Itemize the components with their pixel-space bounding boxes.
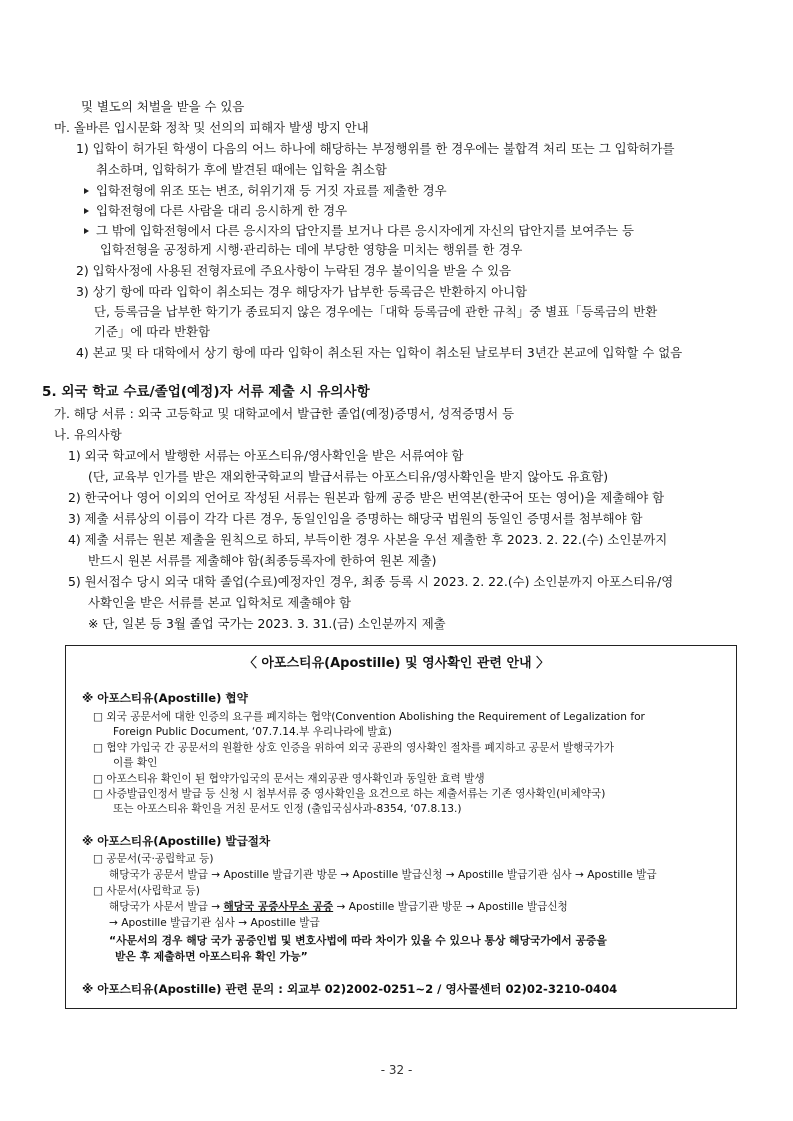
box-section-title: ※ 아포스티유(Apostille) 협약	[82, 691, 248, 705]
list-item-1: 1) 외국 학교에서 발행한 서류는 아포스티유/영사확인을 받은 서류여야 함	[68, 448, 464, 463]
bullet-text: 입학전형에 위조 또는 변조, 허위기재 등 거짓 자료를 제출한 경우	[96, 183, 447, 198]
box-item: □ 공문서(국·공립학교 등)	[93, 853, 214, 865]
box-note: “사문서의 경우 해당 국가 공증인법 및 변호사법에 따라 차이가 있을 수 있으나 통상 해당국가에서 공증을	[109, 934, 607, 947]
note-line: ※ 단, 일본 등 3월 졸업 국가는 2023. 3. 31.(금) 소인분까지 제출	[88, 616, 446, 631]
box-item-cont: Foreign Public Document, ‘07.7.14.부 우리나라에 발효)	[113, 726, 392, 738]
box-item: □ 사문서(사립학교 등)	[93, 885, 200, 897]
section-heading-ga: 가. 해당 서류 : 외국 고등학교 및 대학교에서 발급한 졸업(예정)증명서, 성적증명서 등	[54, 406, 515, 421]
box-item: □ 외국 공문서에 대한 인증의 요구를 폐지하는 협약(Convention Abolishing the Requirement of Legalization for	[93, 711, 645, 723]
box-title: 〈 아포스티유(Apostille) 및 영사확인 관련 안내 〉	[243, 656, 550, 671]
list-item-2: 2) 입학사정에 사용된 전형자료에 주요사항이 누락된 경우 불이익을 받을 수 있음	[76, 263, 512, 278]
box-item-cont: 또는 아포스티유 확인을 거친 문서도 인정 (출입국심사과-8354, ‘07.8.13.)	[113, 803, 462, 815]
text-line: 및 별도의 처벌을 받을 수 있음	[81, 99, 245, 114]
text-line: 기준」에 따라 반환함	[94, 324, 211, 339]
text-line: 취소하며, 입학허가 후에 발견된 때에는 입학을 취소함	[96, 162, 387, 177]
list-item-3: 3) 상기 항에 따라 입학이 취소되는 경우 해당자가 납부한 등록금은 반환하지 아니함	[76, 284, 528, 299]
box-item: □ 아포스티유 확인이 된 협약가입국의 문서는 재외공관 영사확인과 동일한 효력 발생	[93, 773, 485, 785]
text-line: 반드시 원본 서류를 제출해야 함(최종등록자에 한하여 원본 제출)	[88, 553, 437, 568]
box-item: □ 협약 가입국 간 공문서의 원활한 상호 인증을 위하여 외국 공관의 영사확인 절차를 폐지하고 공문서 발행국가가	[93, 742, 615, 754]
box-item-cont	[109, 900, 568, 914]
box-note: 받은 후 제출하면 아포스티유 확인 가능”	[115, 950, 308, 963]
bullet-item	[84, 203, 347, 219]
section-heading-ma: 마. 올바른 입시문화 정착 및 선의의 피해자 발생 방지 안내	[54, 120, 369, 135]
bullet-item	[84, 183, 447, 199]
box-section-title: ※ 아포스티유(Apostille) 발급절차	[82, 834, 271, 848]
box-item-cont: 이를 확인	[113, 757, 158, 769]
text-line: 사확인을 받은 서류를 본교 입학처로 제출해야 함	[88, 595, 352, 610]
bullet-item	[84, 223, 634, 239]
box-item-cont: → Apostille 발급기관 심사 → Apostille 발급	[109, 917, 320, 929]
procedure-text: → Apostille 발급기관 방문 → Apostille 발급신청	[333, 901, 568, 913]
list-item-4: 4) 제출 서류는 원본 제출을 원칙으로 하되, 부득이한 경우 사본을 우선 제출한 후 2023. 2. 22.(수) 소인분까지	[68, 532, 668, 547]
box-item-cont: 해당국가 공문서 발급 → Apostille 발급기관 방문 → Apostille 발급신청 → Apostille 발급기관 심사 → Apostille 발급	[109, 869, 657, 881]
notary-emphasis: 해당국 공증사무소 공증	[223, 901, 334, 913]
list-item-4: 4) 본교 및 타 대학에서 상기 항에 따라 입학이 취소된 자는 입학이 취소된 날로부터 3년간 본교에 입학할 수 없음	[76, 345, 683, 360]
procedure-text: 해당국가 사문서 발급 →	[109, 901, 224, 913]
list-item-2: 2) 한국어나 영어 이외의 언어로 작성된 서류는 원본과 함께 공증 받은 번역본(한국어 또는 영어)을 제출해야 함	[68, 490, 665, 505]
list-item-3: 3) 제출 서류상의 이름이 각각 다른 경우, 동일인임을 증명하는 해당국 법원의 동일인 증명서를 첨부해야 함	[68, 511, 643, 526]
triangle-bullet-icon	[84, 228, 89, 234]
bullet-text: 입학전형에 다른 사람을 대리 응시하게 한 경우	[96, 203, 348, 218]
section-heading-5: 5. 외국 학교 수료/졸업(예정)자 서류 제출 시 유의사항	[42, 384, 370, 400]
text-line: (단, 교육부 인가를 받은 재외한국학교의 발급서류는 아포스티유/영사확인을 받지 않아도 유효함)	[88, 469, 609, 484]
box-item: □ 사증발급인정서 발급 등 신청 시 첨부서류 중 영사확인을 요건으로 하는 제출서류는 기존 영사확인(비체약국)	[93, 788, 606, 800]
triangle-bullet-icon	[84, 188, 89, 194]
page-number: - 32 -	[380, 1063, 413, 1077]
text-line: 단, 등록금을 납부한 학기가 종료되지 않은 경우에는「대학 등록금에 관한 규칙」중 별표「등록금의 반환	[94, 304, 658, 319]
list-item-5: 5) 원서접수 당시 외국 대학 졸업(수료)예정자인 경우, 최종 등록 시 2023. 2. 22.(수) 소인분까지 아포스티유/영	[68, 574, 674, 589]
text-line: 입학전형을 공정하게 시행·관리하는 데에 부당한 영향을 미치는 행위를 한 경우	[100, 242, 523, 257]
section-heading-na: 나. 유의사항	[54, 427, 122, 442]
contact-line: ※ 아포스티유(Apostille) 관련 문의 : 외교부 02)2002-0251~2 / 영사콜센터 02)02-3210-0404	[82, 982, 618, 996]
list-item-1: 1) 입학이 허가된 학생이 다음의 어느 하나에 해당하는 부정행위를 한 경우에는 불합격 처리 또는 그 입학허가를	[76, 141, 675, 156]
triangle-bullet-icon	[84, 208, 89, 214]
bullet-text: 그 밖에 입학전형에서 다른 응시자의 답안지를 보거나 다른 응시자에게 자신의 답안지를 보여주는 등	[96, 223, 635, 238]
